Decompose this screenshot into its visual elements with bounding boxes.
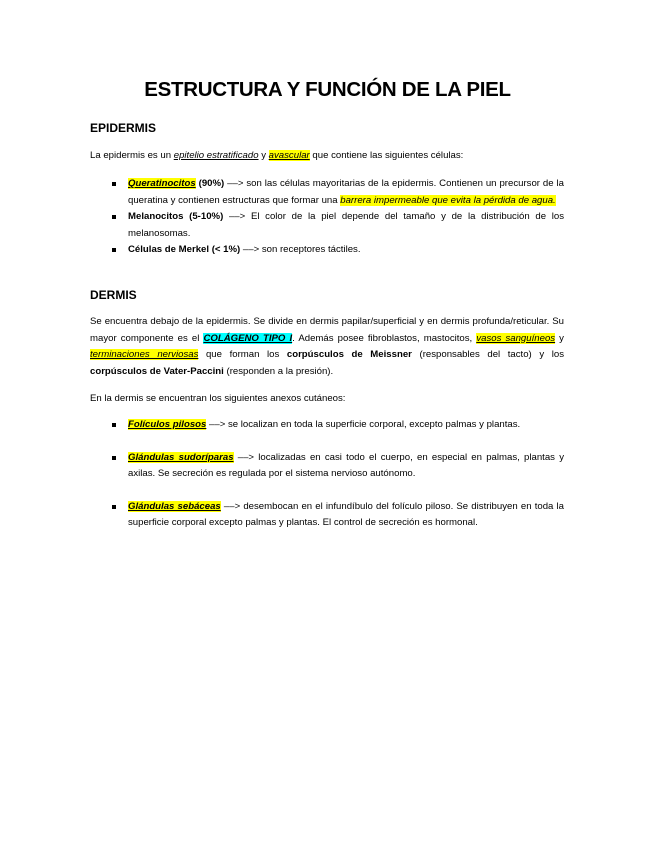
- text-run: que contiene las siguientes células:: [309, 150, 464, 161]
- item-text: ––> localizadas en casi todo el cuerpo, en especial en palmas, plantas y axilas. Se secreción es regulada por el sistema nervioso autónomo.: [128, 451, 564, 479]
- section-heading-dermis: DERMIS: [90, 288, 137, 302]
- bullet-marker: [112, 423, 116, 427]
- item-text: ––> se localizan en toda la superficie corporal, excepto palmas y plantas.: [206, 419, 521, 430]
- item-text: ––> son las células mayoritarias de la epidermis. Contienen un precursor de la queratina y contienen estructuras que formar una: [128, 178, 564, 206]
- term-merkel: Células de Merkel (< 1%): [128, 244, 241, 255]
- anexos-intro: En la dermis se encuentran los siguientes anexos cutáneos:: [90, 393, 346, 404]
- bullet-marker: [112, 182, 116, 186]
- anexos-list: [128, 417, 564, 532]
- text-run: La epidermis es un: [90, 150, 174, 161]
- list-item-melanocitos: [128, 209, 564, 242]
- list-item-glandulas-sudoriparas: [128, 450, 564, 483]
- term-vasos-sanguineos: vasos sanguíneos: [476, 332, 556, 344]
- text-run: Se encuentra debajo de la epidermis. Se divide en dermis papilar/superficial y en dermis profunda/reticular. Su mayor componente es el: [90, 316, 564, 344]
- text-run: (responsables del tacto) y los: [411, 349, 564, 360]
- term-avascular: avascular: [268, 150, 310, 161]
- bullet-marker: [112, 505, 116, 509]
- text-run: . Además posee fibroblastos, mastocitos,: [292, 332, 477, 344]
- list-item-queratinocitos: [128, 176, 564, 209]
- term-foliculos-pilosos: Folículos pilosos: [128, 419, 207, 430]
- dermis-paragraph: [90, 314, 564, 380]
- item-text: ––> El color de la piel depende del tamaño y de la distribución de los melanosomas.: [128, 211, 564, 239]
- term-melanocitos: Melanocitos (5-10%): [128, 211, 224, 222]
- term-epitelio-estratificado: epitelio estratificado: [173, 150, 259, 161]
- bullet-marker: [112, 248, 116, 252]
- epidermis-intro: [90, 148, 564, 165]
- text-run: que forman los: [198, 349, 287, 360]
- term-corpusculos-meissner: corpúsculos de Meissner: [286, 349, 412, 360]
- epidermis-cell-list: [128, 176, 564, 259]
- list-item-foliculos-pilosos: [128, 417, 564, 434]
- bullet-marker: [112, 456, 116, 460]
- item-text: ––> desembocan en el infundíbulo del folículo piloso. Se distribuyen en toda la superficie corporal excepto palmas y plantas. El control de secreción es hormonal.: [128, 500, 564, 528]
- page-title: ESTRUCTURA Y FUNCIÓN DE LA PIEL: [144, 78, 511, 101]
- list-item-merkel: [128, 242, 564, 259]
- section-heading-epidermis: EPIDERMIS: [90, 121, 157, 135]
- bullet-marker: [112, 215, 116, 219]
- term-corpusculos-vater-paccini: corpúsculos de Vater-Paccini: [90, 365, 224, 377]
- term-colageno-tipo-i: COLÁGENO TIPO I: [203, 332, 293, 344]
- term-glandulas-sebaceas: Glándulas sebáceas: [128, 500, 221, 512]
- text-run: y: [258, 150, 269, 161]
- term-terminaciones-nerviosas: terminaciones nerviosas: [90, 349, 199, 360]
- term-queratinocitos: Queratinocitos: [128, 178, 196, 189]
- item-text: ––> son receptores táctiles.: [240, 244, 361, 255]
- list-item-glandulas-sebaceas: [128, 499, 564, 532]
- text-run: y: [555, 332, 564, 344]
- term-glandulas-sudoriparas: Glándulas sudoríparas: [128, 451, 234, 463]
- term-barrera-impermeable: barrera impermeable que evita la pérdida de agua.: [340, 194, 556, 206]
- percentage: (90%): [195, 178, 225, 189]
- text-run: (responden a la presión).: [223, 365, 334, 377]
